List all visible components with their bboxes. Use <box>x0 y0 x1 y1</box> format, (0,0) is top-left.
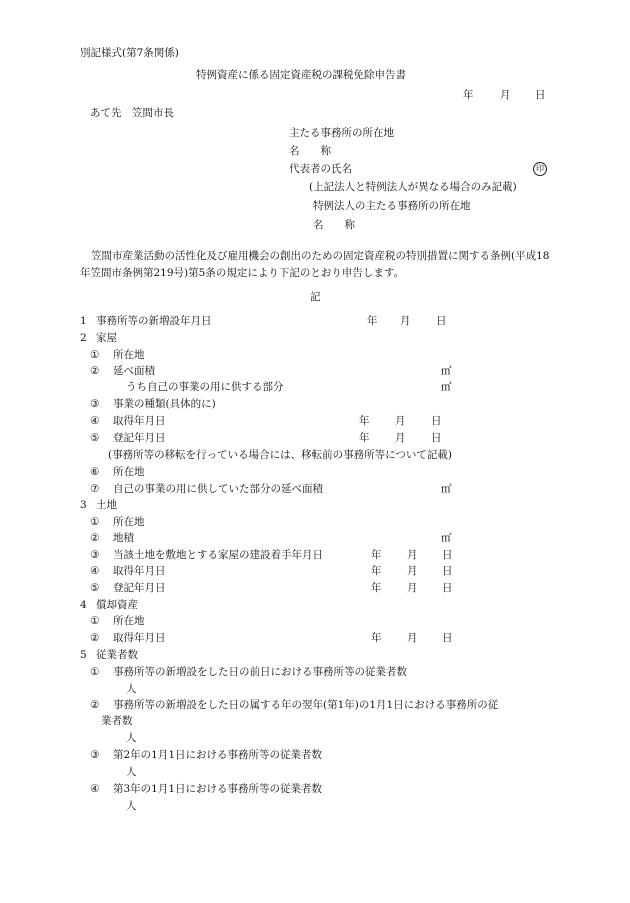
s3-item-5-day: 日 <box>442 582 453 594</box>
s3-item-5-year: 年 <box>371 582 382 594</box>
s2-item-5-number: ⑤ <box>90 432 100 444</box>
date-year-label: 年 <box>463 89 474 101</box>
section-1-number: 1 <box>80 315 87 327</box>
date-month-label: 月 <box>500 89 511 101</box>
s2-item-1-label: 所在地 <box>113 349 145 361</box>
s5-item-3-unit: 人 <box>126 766 137 778</box>
section-2-number: 2 <box>80 332 87 344</box>
section-1-year: 年 <box>367 315 378 327</box>
special-name-label: 名 称 <box>313 219 355 231</box>
s2-item-4-year: 年 <box>359 415 370 427</box>
s2-item-3-label: 事業の種類(具体的に) <box>113 398 216 410</box>
s2-item-2-unit: ㎡ <box>441 365 452 377</box>
addressee: あて先 笠間市長 <box>90 107 174 119</box>
s3-item-4-day: 日 <box>442 565 453 577</box>
s5-item-2-label-line1: 事務所等の新増設をした日の属する年の翌年(第1年)の1月1日における事務所の従 <box>113 699 499 711</box>
s4-item-2-year: 年 <box>371 632 382 644</box>
s2-item-7-unit: ㎡ <box>441 483 452 495</box>
seal-mark-icon: 印 <box>533 162 547 176</box>
s3-item-4-month: 月 <box>407 565 418 577</box>
section-1-label: 事務所等の新増設年月日 <box>96 315 212 327</box>
s5-item-3-number: ③ <box>90 749 100 761</box>
office-location-label: 主たる事務所の所在地 <box>289 127 394 139</box>
section-4-number: 4 <box>80 599 87 611</box>
date-day-label: 日 <box>535 89 546 101</box>
section-3-label: 土地 <box>96 499 117 511</box>
page-title: 特例資産に係る固定資産税の課税免除申告書 <box>196 69 406 81</box>
s2-item-6-label: 所在地 <box>113 466 145 478</box>
special-entity-note: (上記法人と特例法人が異なる場合のみ記載) <box>309 181 517 193</box>
s3-item-3-year: 年 <box>371 549 382 561</box>
s2-item-5-note: (事務所等の移転を行っている場合には、移転前の事務所等について記載) <box>108 449 452 461</box>
s3-item-2-label: 地積 <box>113 532 134 544</box>
s5-item-1-unit: 人 <box>126 683 137 695</box>
s5-item-3-label: 第2年の1月1日における事務所等の従業者数 <box>113 749 323 761</box>
representative-label: 代表者の氏名 <box>289 163 352 175</box>
s3-item-3-month: 月 <box>407 549 418 561</box>
s2-item-4-day: 日 <box>431 415 442 427</box>
s3-item-1-number: ① <box>90 516 100 528</box>
s2-item-6-number: ⑥ <box>90 466 100 478</box>
s2-item-2-label: 延べ面積 <box>113 365 155 377</box>
s2-item-1-number: ① <box>90 349 100 361</box>
section-2-label: 家屋 <box>96 332 117 344</box>
ki-heading: 記 <box>310 291 321 303</box>
s2-item-2-number: ② <box>90 365 100 377</box>
s3-item-5-label: 登記年月日 <box>113 582 166 594</box>
s3-item-4-number: ④ <box>90 565 100 577</box>
s2-item-4-number: ④ <box>90 415 100 427</box>
s3-item-5-month: 月 <box>407 582 418 594</box>
s2-item-3-number: ③ <box>90 398 100 410</box>
form-label: 別記様式(第7条関係) <box>80 47 179 59</box>
s3-item-1-label: 所在地 <box>113 516 145 528</box>
s5-item-2-number: ② <box>90 699 100 711</box>
s2-item-7-label: 自己の事業の用に供していた部分の延べ面積 <box>113 483 323 495</box>
s3-item-3-number: ③ <box>90 549 100 561</box>
s2-item-5-year: 年 <box>359 432 370 444</box>
s4-item-1-label: 所在地 <box>113 615 145 627</box>
special-office-location-label: 特例法人の主たる事務所の所在地 <box>313 200 471 212</box>
declaration-text <box>80 248 550 282</box>
s2-item-4-label: 取得年月日 <box>113 415 166 427</box>
s5-item-4-number: ④ <box>90 783 100 795</box>
s3-item-5-number: ⑤ <box>90 582 100 594</box>
s2-item-5-label: 登記年月日 <box>113 432 166 444</box>
s5-item-1-label: 事務所等の新増設をした日の前日における事務所等の従業者数 <box>113 666 407 678</box>
s5-item-4-label: 第3年の1月1日における事務所等の従業者数 <box>113 783 323 795</box>
s3-item-2-number: ② <box>90 532 100 544</box>
section-1-month: 月 <box>400 315 411 327</box>
s3-item-3-label: 当該土地を敷地とする家屋の建設着手年月日 <box>113 549 323 561</box>
s3-item-4-label: 取得年月日 <box>113 565 166 577</box>
s2-item-5-day: 日 <box>431 432 442 444</box>
section-5-number: 5 <box>80 649 87 661</box>
s4-item-2-month: 月 <box>407 632 418 644</box>
s4-item-2-day: 日 <box>442 632 453 644</box>
section-1-day: 日 <box>436 315 447 327</box>
declaration-paragraph: 笠間市産業活動の活性化及び雇用機会の創出のための固定資産税の特別措置に関する条例(平成18年笠間市条例第219号)第5条の規定により下記のとおり申告します。 <box>80 250 550 279</box>
section-5-label: 従業者数 <box>96 649 138 661</box>
s4-item-1-number: ① <box>90 615 100 627</box>
s4-item-2-number: ② <box>90 632 100 644</box>
section-3-number: 3 <box>80 499 87 511</box>
s5-item-2-label-line2: 業者数 <box>101 715 133 727</box>
s2-item-7-number: ⑦ <box>90 483 100 495</box>
s3-item-3-day: 日 <box>442 549 453 561</box>
s5-item-1-number: ① <box>90 666 100 678</box>
s2-item-5-month: 月 <box>395 432 406 444</box>
s5-item-2-unit: 人 <box>126 732 137 744</box>
s3-item-2-unit: ㎡ <box>441 532 452 544</box>
name-label: 名 称 <box>289 145 331 157</box>
section-4-label: 償却資産 <box>96 599 138 611</box>
s2-item-4-month: 月 <box>395 415 406 427</box>
s5-item-4-unit: 人 <box>126 800 137 812</box>
s3-item-4-year: 年 <box>371 565 382 577</box>
s4-item-2-label: 取得年月日 <box>113 632 166 644</box>
s2-item-2-sub-label: うち自己の事業の用に供する部分 <box>126 381 284 393</box>
s2-item-2-sub-unit: ㎡ <box>441 381 452 393</box>
